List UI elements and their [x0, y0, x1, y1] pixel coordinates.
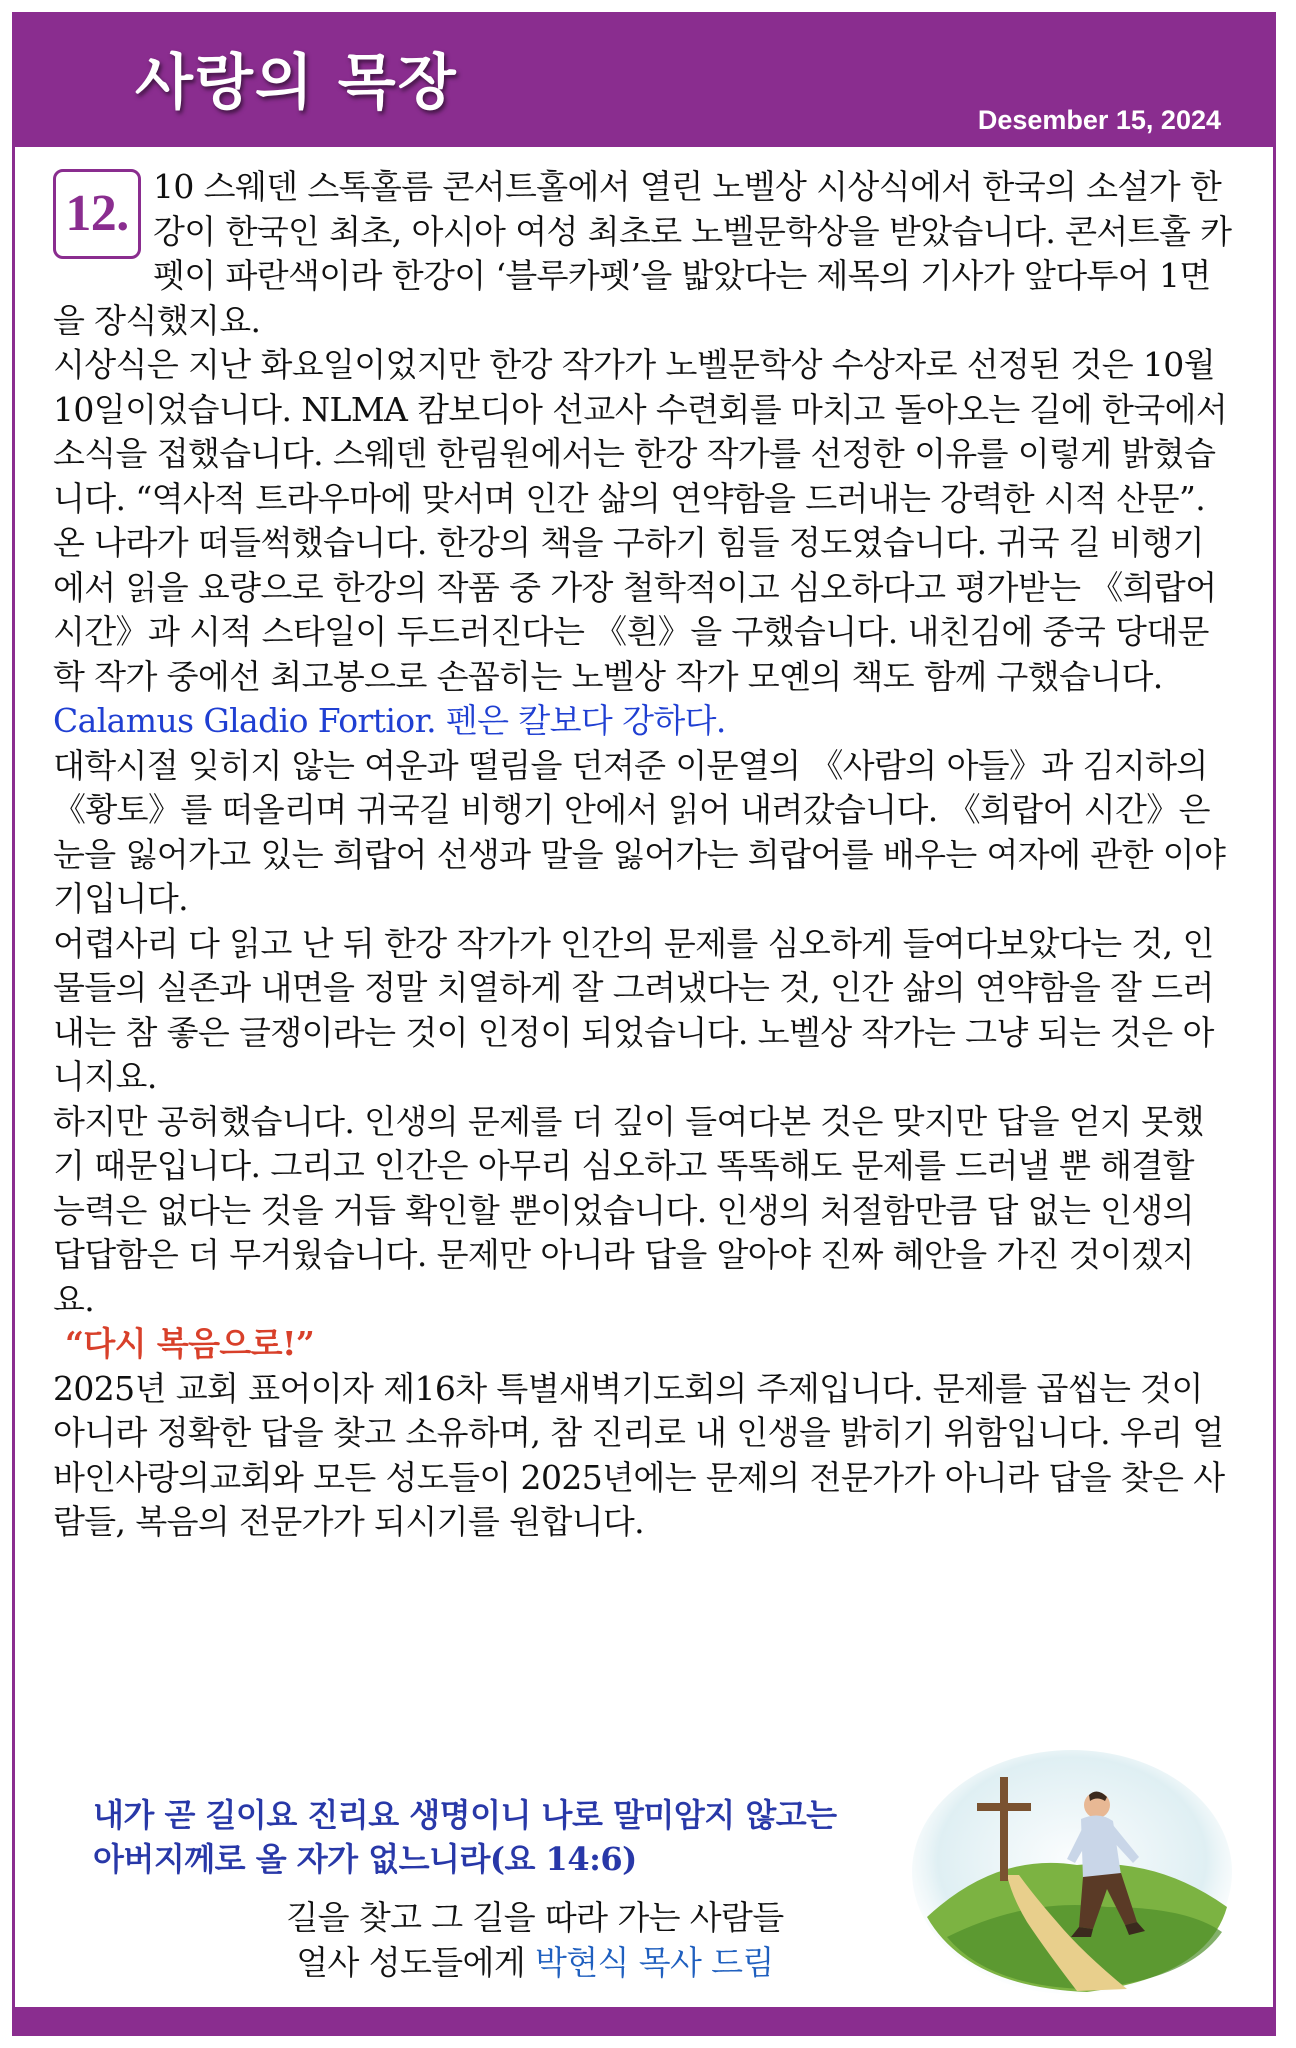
column-body	[53, 165, 1235, 1545]
footer-bar	[15, 2007, 1273, 2033]
closing-line-1: 길을 찾고 그 길을 따라 가는 사람들	[286, 1898, 784, 1937]
church-motto: “다시 복음으로!”	[65, 1324, 315, 1363]
intro-paragraph	[53, 165, 1235, 343]
man-walking-path-to-cross-icon	[907, 1747, 1247, 1997]
latin-motto: Calamus Gladio Fortior. 펜은 칼보다 강하다.	[53, 701, 726, 740]
bible-verse	[93, 1793, 973, 1881]
paragraph-5: 2025년 교회 표어이자 제16차 특별새벽기도회의 주제입니다. 문제를 곱씹는 것이 아니라 정확한 답을 찾고 소유하며, 참 진리로 내 인생을 밝히기 위함입니다. 우리 얼바인사랑의교회와 모든 성도들이 2025년에는 문제의 전문가가 아니라 답을 찾은 사람들, 복음의 전문가가 되시기를 원합니다.	[53, 1368, 1225, 1541]
intro-text: 10 스웨덴 스톡홀름 콘서트홀에서 열린 노벨상 시상식에서 한국의 소설가 한강이 한국인 최초, 아시아 여성 최초로 노벨문학상을 받았습니다. 콘서트홀 카펫이 파란색이라 한강이 ‘블루카펫’을 밟았다는 제목의 기사가 앞다투어 1면을 장식했지요.	[53, 167, 1232, 340]
paragraph-3: 어렵사리 다 읽고 난 뒤 한강 작가가 인간의 문제를 심오하게 들여다보았다는 것, 인물들의 실존과 내면을 정말 치열하게 잘 그려냈다는 것, 인간 삶의 연약함을 잘 드러내는 참 좋은 글쟁이라는 것이 인정이 되었습니다. 노벨상 작가는 그냥 되는 것은 아니지요.	[53, 923, 1214, 1096]
paragraph-1: 시상식은 지난 화요일이었지만 한강 작가가 노벨문학상 수상자로 선정된 것은 10월 10일이었습니다. NLMA 캄보디아 선교사 수련회를 마치고 돌아오는 길에 한국에서 소식을 접했습니다. 스웨덴 한림원에서는 한강 작가를 선정한 이유를 이렇게 밝혔습니다. “역사적 트라우마에 맞서며 인간 삶의 연약함을 드러내는 강력한 시적 산문”. 온 나라가 떠들썩했습니다. 한강의 책을 구하기 힘들 정도였습니다. 귀국 길 비행기에서 읽을 요량으로 한강의 작품 중 가장 철학적이고 심오하다고 평가받는 《희랍어 시간》과 시적 스타일이 두드러진다는 《흰》을 구했습니다. 내친김에 중국 당대문학 작가 중에선 최고봉으로 손꼽히는 노벨상 작가 모옌의 책도 함께 구했습니다.	[53, 345, 1228, 696]
verse-line-1: 내가 곧 길이요 진리요 생명이니 나로 말미암지 않고는	[93, 1796, 837, 1834]
header-banner	[15, 15, 1273, 147]
column-number-badge: 12.	[53, 169, 141, 259]
closing-signature	[215, 1895, 855, 1985]
closing-line-2	[215, 1940, 855, 1985]
pastor-name: 박현식 목사 드림	[535, 1943, 774, 1982]
paragraph-2: 대학시절 잊히지 않는 여운과 떨림을 던져준 이문열의 《사람의 아들》과 김지하의 《황토》를 떠올리며 귀국길 비행기 안에서 읽어 내려갔습니다. 《희랍어 시간》은 눈을 잃어가고 있는 희랍어 선생과 말을 잃어가는 희랍어를 배우는 여자에 관한 이야기입니다.	[53, 745, 1226, 918]
newsletter-page	[12, 12, 1276, 2036]
verse-line-2: 아버지께로 올 자가 없느니라(요 14:6)	[93, 1840, 637, 1878]
paragraph-4: 하지만 공허했습니다. 인생의 문제를 더 깊이 들여다본 것은 맞지만 답을 얻지 못했기 때문입니다. 그리고 인간은 아무리 심오하고 똑똑해도 문제를 드러낼 뿐 해결할 능력은 없다는 것을 거듭 확인할 뿐이었습니다. 인생의 처절함만큼 답 없는 인생의 답답함은 더 무거웠습니다. 문제만 아니라 답을 알아야 진짜 혜안을 가진 것이겠지요.	[53, 1101, 1204, 1319]
issue-date: Desember 15, 2024	[977, 105, 1221, 135]
page-title: 사랑의 목장	[135, 48, 458, 118]
closing-recipients: 얼사 성도들에게	[296, 1943, 526, 1982]
